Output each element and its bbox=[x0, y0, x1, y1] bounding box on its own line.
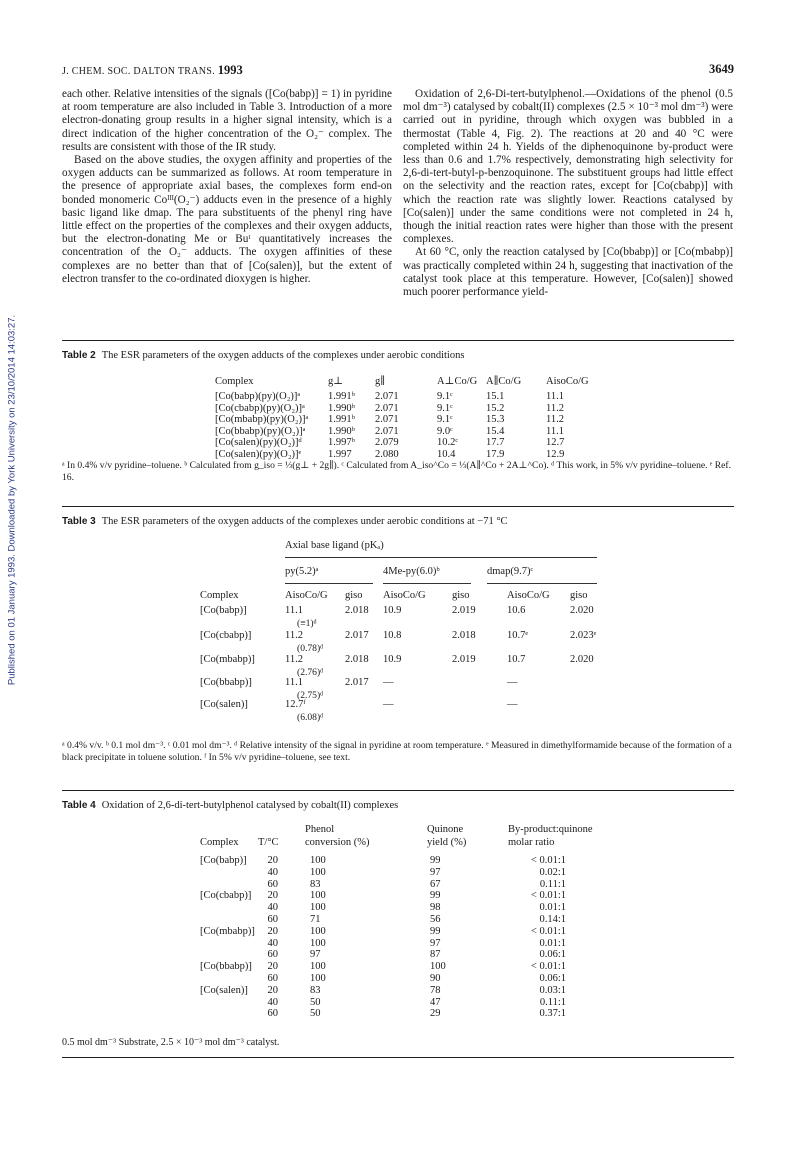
table4-cell-temp: 60 bbox=[267, 1008, 278, 1020]
table3-top-rule bbox=[62, 506, 734, 507]
table4-cell-ratio: 0.01:1 bbox=[539, 937, 566, 949]
table3-subheader: Complex bbox=[200, 590, 239, 601]
table3-cell: 2.019 bbox=[452, 654, 476, 665]
table3-caption-text: The ESR parameters of the oxygen adducts of the complexes under aerobic conditions at −71 °C bbox=[101, 516, 508, 527]
table3-subheader: giso bbox=[345, 590, 363, 601]
table4-caption bbox=[62, 800, 398, 811]
table2-cell-a-iso: 12.7 bbox=[546, 437, 565, 449]
paragraph: Based on the above studies, the oxygen affinity and properties of the oxygen adducts can be summarized as follows. At room temperature in the presence of appropriate axial bases, the complexes form end-on bonded monomeric Coᴵᴵᴵ(O₂⁻) adducts even in the presence of a highly basic ligand like dmap. The para substituents of the phenyl ring have little effect on the properties of the complexes and their oxygen adducts, but the electron-donating Me or Buᵗ quantitatively increases the concentration of the O₂⁻ adducts. The oxygen affinities of these complexes are no better than that of [Co(salen)], but the extent of electron transfer to the co-ordinated dioxygen is higher. bbox=[62, 154, 392, 285]
table3-cell: 10.8 bbox=[383, 630, 402, 641]
table3-footnote: ᵃ 0.4% v/v. ᵇ 0.1 mol dm⁻³. ᶜ 0.01 mol dm⁻³. ᵈ Relative intensity of the signal in pyridine at room temperature. ᵉ Measured in dimethylformamide because of the formation of a black precipitate in toluene solution. ᶠ In 5% v/v pyridine–toluene, see text. bbox=[62, 740, 732, 763]
journal-year: 1993 bbox=[217, 63, 243, 77]
table3-relative-intensity: (≡1)ᵈ bbox=[297, 618, 317, 629]
table4-cell-temp: 20 bbox=[267, 925, 278, 937]
table4-cell-complex: [Co(cbabp)] bbox=[200, 890, 252, 902]
table4-cell-yield: 99 bbox=[430, 855, 441, 866]
paragraph: Oxidation of 2,6-Di-tert-butylphenol.—Oxidations of the phenol (0.5 mol dm⁻³) catalysed by cobalt(II) complexes (2.5 × 10⁻³ mol dm⁻³) were carried out in pyridine, through which oxygen was bubbled in a thermostat (Table 4, Fig. 2). The reactions at 20 and 40 °C were completed within 24 h. Yields of the diphenoquinone by-product were less than 0.6 and 1.7% respectively, demonstrating high selectivity for 2,6-di-tert-butyl-p-benzoquinone. The substituent groups had little effect on the selectivity and the reaction rates, except for [Co(cbabp)] with which the reaction rate was slightly lower. Reactions catalysed by [Co(salen)] under the same conditions were not completed in 24 h, though the initial reaction rates were higher than those with the present complexes. bbox=[403, 88, 733, 246]
table2-cell-a-perp: 10.2ᶜ bbox=[437, 437, 459, 449]
table2-top-rule bbox=[62, 340, 734, 341]
table2-header-a-perp: A⊥Co/G bbox=[437, 376, 478, 387]
table3-cell: 11.2 bbox=[285, 654, 303, 665]
table2-header-g-perp: g⊥ bbox=[328, 376, 344, 387]
table3-label: Table 3 bbox=[62, 516, 96, 527]
table3-ligand-header: dmap(9.7)ᶜ bbox=[487, 566, 534, 577]
table4-cell-temp: 40 bbox=[267, 996, 278, 1008]
table4-cell-conversion: 100 bbox=[310, 855, 326, 866]
table4-cell-conversion: 83 bbox=[310, 984, 321, 996]
table4-cell-ratio: 0.11:1 bbox=[539, 996, 566, 1008]
table4-caption-text: Oxidation of 2,6-di-tert-butylphenol catalysed by cobalt(II) complexes bbox=[101, 800, 399, 811]
table2-cell-a-perp: 10.4 bbox=[437, 449, 456, 460]
table4-header-yield: yield (%) bbox=[427, 837, 467, 848]
table3-ligand-header: py(5.2)ᵃ bbox=[285, 566, 319, 577]
table2-cell-g-par: 2.071 bbox=[375, 391, 399, 402]
left-column bbox=[62, 88, 392, 286]
table2-cell-a-iso: 11.1 bbox=[546, 425, 564, 437]
table4-cell-ratio: 0.06:1 bbox=[539, 973, 566, 984]
table3-ligand-rule bbox=[383, 583, 471, 584]
table3-cell: 2.017 bbox=[345, 630, 369, 641]
table4-footnote: 0.5 mol dm⁻³ Substrate, 2.5 × 10⁻³ mol dm⁻³ catalyst. bbox=[62, 1037, 280, 1048]
table4-cell-temp: 20 bbox=[267, 961, 278, 973]
table2-cell-complex: [Co(mbabp)(py)(O₂)]ᵃ bbox=[215, 414, 309, 426]
table4-cell-temp: 20 bbox=[267, 984, 278, 996]
table3-ligand-header: 4Me-py(6.0)ᵇ bbox=[383, 566, 440, 577]
table3-cell: — bbox=[507, 699, 518, 710]
table3-cell: 12.7ᶠ bbox=[285, 699, 306, 710]
table3-cell: 2.020 bbox=[570, 605, 594, 616]
table4-top-rule bbox=[62, 790, 734, 791]
table4-cell-ratio: 0.37:1 bbox=[539, 1008, 566, 1020]
table4-cell-conversion: 100 bbox=[310, 890, 326, 902]
table4-cell-yield: 56 bbox=[430, 914, 441, 925]
table3-row-complex: [Co(babp)] bbox=[200, 605, 247, 616]
table2-caption-text: The ESR parameters of the oxygen adducts of the complexes under aerobic conditions bbox=[101, 350, 465, 361]
table3-subheader: giso bbox=[452, 590, 470, 601]
table2-cell-a-iso: 12.9 bbox=[546, 449, 565, 460]
table4-cell-yield: 67 bbox=[430, 878, 441, 890]
table3-cell: 2.020 bbox=[570, 654, 594, 665]
table4-cell-temp: 20 bbox=[267, 890, 278, 902]
table2-cell-a-par: 15.2 bbox=[486, 402, 505, 414]
table4-cell-temp: 40 bbox=[267, 902, 278, 914]
table2-cell-a-par: 17.9 bbox=[486, 449, 505, 460]
table2-cell-complex: [Co(bbabp)(py)(O₂)]ᵃ bbox=[215, 425, 306, 437]
table3-subheader: giso bbox=[570, 590, 588, 601]
table2-cell-a-par: 15.1 bbox=[486, 391, 505, 402]
table4-cell-conversion: 83 bbox=[310, 878, 321, 890]
table3-cell: 11.1 bbox=[285, 677, 303, 688]
table2-cell-g-perp: 1.997 bbox=[328, 449, 352, 460]
table2-cell-g-perp: 1.991ᵇ bbox=[328, 391, 355, 402]
table3-cell: 11.1 bbox=[285, 605, 303, 616]
table4-header-yield: Quinone bbox=[427, 824, 464, 835]
table4-cell-yield: 97 bbox=[430, 866, 441, 878]
table4-cell-temp: 60 bbox=[267, 973, 278, 984]
table4-cell-conversion: 100 bbox=[310, 961, 326, 973]
table3-group-header: Axial base ligand (pKₐ) bbox=[285, 540, 384, 551]
download-watermark-text: Published on 01 January 1993. Downloaded by York University on 23/10/2014 14:03:27. bbox=[6, 314, 18, 686]
table4-cell-conversion: 50 bbox=[310, 996, 321, 1008]
table4-header-conv: conversion (%) bbox=[305, 837, 370, 848]
table3-cell: 2.018 bbox=[452, 630, 476, 641]
table4-header-temp: T/°C bbox=[258, 837, 279, 848]
table2-footnote: ᵃ In 0.4% v/v pyridine–toluene. ᵇ Calculated from g_iso = ⅓(g⊥ + 2g∥). ᶜ Calculated from A_iso^Co = ⅓(A∥^Co + 2A⊥^Co). ᵈ This work, in 5% v/v pyridine–toluene. ᵉ Ref. 16. bbox=[62, 460, 732, 483]
table4-cell-conversion: 100 bbox=[310, 937, 326, 949]
table3-cell: 2.023ᵉ bbox=[570, 630, 597, 641]
table4-cell-conversion: 100 bbox=[310, 902, 326, 914]
table3-cell: 10.7ᵉ bbox=[507, 630, 529, 641]
table2-cell-a-par: 17.7 bbox=[486, 437, 505, 449]
table4-cell-temp: 60 bbox=[267, 878, 278, 890]
table3-cell: 10.9 bbox=[383, 654, 402, 665]
table4-label: Table 4 bbox=[62, 800, 96, 811]
table2-cell-a-iso: 11.1 bbox=[546, 391, 564, 402]
table4-cell-ratio: 0.03:1 bbox=[539, 984, 566, 996]
table4-cell-conversion: 100 bbox=[310, 973, 326, 984]
table4-cell-complex: [Co(bbabp)] bbox=[200, 961, 252, 973]
table4-cell-ratio: < 0.01:1 bbox=[530, 855, 566, 866]
table3-relative-intensity: (0.78)ᵈ bbox=[297, 643, 324, 654]
table4-cell-yield: 98 bbox=[430, 902, 441, 914]
table2-header-complex: Complex bbox=[215, 376, 254, 387]
table4-cell-complex: [Co(mbabp)] bbox=[200, 925, 255, 937]
table3-subheader: AisoCo/G bbox=[507, 590, 550, 601]
paragraph: each other. Relative intensities of the signals ([Co(babp)] = 1) in pyridine at room temperature are also included in Table 3. Introduction of a more electron-donating group results in a higher signal intensity, which is a direct indication of the higher concentration of the O₂⁻ complex. The results are consistent with those of the IR study. bbox=[62, 88, 392, 153]
right-column bbox=[403, 88, 733, 299]
table3-cell: — bbox=[383, 699, 394, 710]
table4-header-complex: Complex bbox=[200, 837, 239, 848]
table4-cell-ratio: 0.06:1 bbox=[539, 949, 566, 961]
table2-cell-complex: [Co(salen)(py)(O₂)]ᵈ bbox=[215, 437, 302, 449]
table4-cell-yield: 87 bbox=[430, 949, 441, 961]
table3-cell: 2.017 bbox=[345, 677, 369, 688]
table4-header-conv: Phenol bbox=[305, 824, 335, 835]
table4-cell-complex: [Co(babp)] bbox=[200, 855, 247, 866]
table3-row-complex: [Co(bbabp)] bbox=[200, 677, 252, 688]
table4-cell-complex: [Co(salen)] bbox=[200, 984, 248, 996]
table3-subheader: AisoCo/G bbox=[285, 590, 328, 601]
table3-relative-intensity: (2.75)ᵈ bbox=[297, 690, 324, 701]
table2-cell-a-iso: 11.2 bbox=[546, 402, 564, 414]
table4-cell-conversion: 97 bbox=[310, 949, 321, 961]
table2-cell-g-perp: 1.991ᵇ bbox=[328, 414, 355, 426]
table3-caption bbox=[62, 516, 508, 527]
table4-cell-yield: 100 bbox=[430, 961, 446, 973]
table2-cell-g-par: 2.079 bbox=[375, 437, 399, 449]
table4-cell-temp: 40 bbox=[267, 937, 278, 949]
table2-cell-g-par: 2.071 bbox=[375, 414, 399, 426]
table4-cell-conversion: 100 bbox=[310, 925, 326, 937]
table2-cell-a-perp: 9.1ᶜ bbox=[437, 414, 453, 426]
table3-row-complex: [Co(salen)] bbox=[200, 699, 248, 710]
table2-cell-g-perp: 1.997ᵇ bbox=[328, 437, 355, 449]
table2-cell-g-perp: 1.990ᵇ bbox=[328, 402, 355, 414]
table4-cell-conversion: 100 bbox=[310, 866, 326, 878]
table4-cell-ratio: 0.11:1 bbox=[539, 878, 566, 890]
table3-row-complex: [Co(mbabp)] bbox=[200, 654, 255, 665]
table4-cell-temp: 60 bbox=[267, 949, 278, 961]
journal-name: J. CHEM. SOC. DALTON TRANS. bbox=[62, 66, 215, 77]
table2-cell-a-perp: 9.0ᶜ bbox=[437, 425, 453, 437]
table4-cell-yield: 29 bbox=[430, 1008, 441, 1020]
table3-cell: 10.6 bbox=[507, 605, 526, 616]
table2-cell-g-par: 2.071 bbox=[375, 402, 399, 414]
table4-cell-ratio: < 0.01:1 bbox=[530, 925, 566, 937]
table4-cell-yield: 97 bbox=[430, 937, 441, 949]
table4-cell-yield: 90 bbox=[430, 973, 441, 984]
table3-subheader: AisoCo/G bbox=[383, 590, 426, 601]
table3-cell: — bbox=[383, 677, 394, 688]
table3-row-complex: [Co(cbabp)] bbox=[200, 630, 252, 641]
download-watermark bbox=[6, 300, 18, 700]
table2-cell-g-perp: 1.990ᵇ bbox=[328, 425, 355, 437]
table2-cell-a-perp: 9.1ᶜ bbox=[437, 402, 453, 414]
table4-cell-temp: 40 bbox=[267, 866, 278, 878]
table4-cell-yield: 99 bbox=[430, 925, 441, 937]
table2-cell-complex: [Co(cbabp)(py)(O₂)]ᵃ bbox=[215, 402, 305, 414]
table2-cell-g-par: 2.071 bbox=[375, 425, 399, 437]
table4-cell-conversion: 71 bbox=[310, 914, 321, 925]
table2-cell-a-iso: 11.2 bbox=[546, 414, 564, 426]
table4-cell-ratio: < 0.01:1 bbox=[530, 961, 566, 973]
table4-cell-temp: 20 bbox=[267, 855, 278, 866]
table2-header-a-par: A∥Co/G bbox=[486, 376, 522, 387]
table2-header-a-iso: AisoCo/G bbox=[546, 376, 589, 387]
table4-header-ratio: By-product:quinone bbox=[508, 824, 593, 835]
table3-relative-intensity: (6.08)ᵈ bbox=[297, 712, 324, 723]
table4-cell-temp: 60 bbox=[267, 914, 278, 925]
paragraph: At 60 °C, only the reaction catalysed by [Co(bbabp)] or [Co(mbabp)] was practically completed within 24 h, suggesting that inactivation of the catalyst took place at this temperature. However, [Co(salen)] showed much poorer performance yield- bbox=[403, 246, 733, 299]
table4-header-ratio: molar ratio bbox=[508, 837, 555, 848]
table3-ligand-rule bbox=[487, 583, 597, 584]
table2-cell-a-perp: 9.1ᶜ bbox=[437, 391, 453, 402]
table2-header-g-par: g∥ bbox=[375, 376, 386, 387]
table2-cell-complex: [Co(salen)(py)(O₂)]ᵉ bbox=[215, 449, 302, 460]
table3-cell: 10.9 bbox=[383, 605, 402, 616]
table3-group-rule bbox=[285, 557, 597, 558]
table2-cell-a-par: 15.3 bbox=[486, 414, 505, 426]
table3-cell: 2.018 bbox=[345, 605, 369, 616]
table2-caption bbox=[62, 350, 464, 361]
table2-cell-g-par: 2.080 bbox=[375, 449, 399, 460]
table2-cell-complex: [Co(babp)(py)(O₂)]ᵃ bbox=[215, 391, 301, 402]
table2-cell-a-par: 15.4 bbox=[486, 425, 505, 437]
table3-cell: 2.018 bbox=[345, 654, 369, 665]
table4-cell-yield: 78 bbox=[430, 984, 441, 996]
table4-cell-conversion: 50 bbox=[310, 1008, 321, 1020]
table3-cell: 10.7 bbox=[507, 654, 526, 665]
page-number: 3649 bbox=[709, 62, 734, 76]
table3-relative-intensity: (2.76)ᵈ bbox=[297, 667, 324, 678]
table4-cell-ratio: < 0.01:1 bbox=[530, 890, 566, 902]
running-header bbox=[62, 63, 243, 78]
table3-ligand-rule bbox=[285, 583, 373, 584]
table3-cell: 2.019 bbox=[452, 605, 476, 616]
table4-cell-ratio: 0.14:1 bbox=[539, 914, 566, 925]
table4-cell-yield: 47 bbox=[430, 996, 441, 1008]
table4-cell-ratio: 0.02:1 bbox=[539, 866, 566, 878]
table2-label: Table 2 bbox=[62, 350, 96, 361]
table4-cell-yield: 99 bbox=[430, 890, 441, 902]
table3-cell: — bbox=[507, 677, 518, 688]
table4-bottom-rule bbox=[62, 1057, 734, 1058]
table4-cell-ratio: 0.01:1 bbox=[539, 902, 566, 914]
table3-cell: 11.2 bbox=[285, 630, 303, 641]
